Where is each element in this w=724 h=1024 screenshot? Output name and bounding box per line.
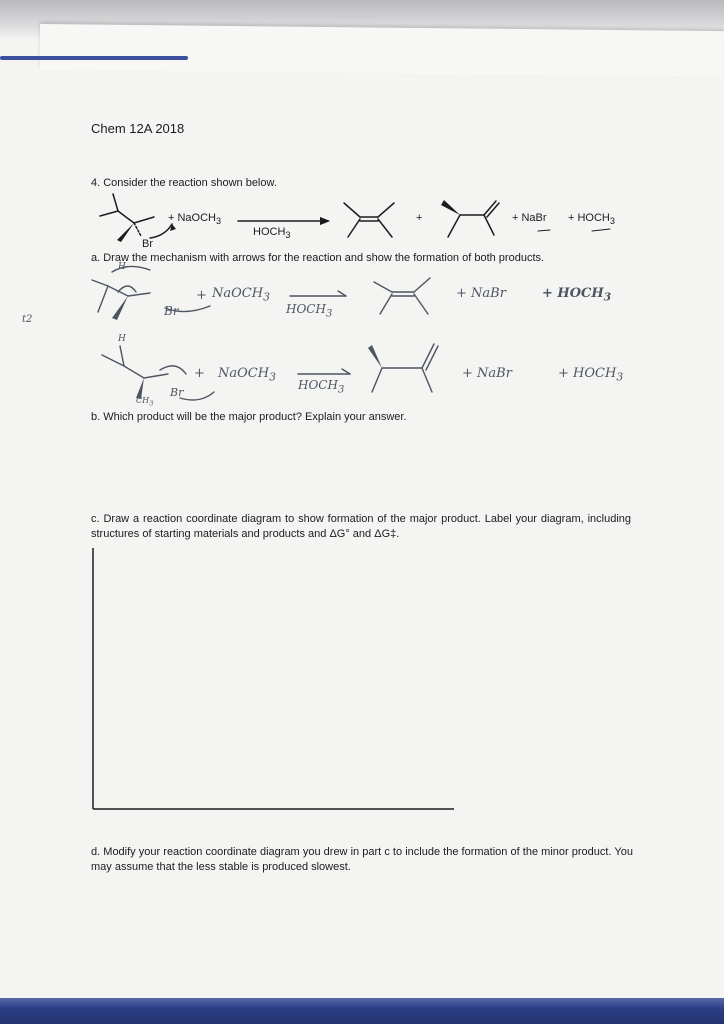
hw-bond xyxy=(380,294,392,314)
hw-bond xyxy=(128,293,150,296)
hw-bond xyxy=(102,355,124,366)
part-b-prompt: b. Which product will be the major product? Explain your answer. xyxy=(91,411,407,423)
hw-nabr-2: + NaBr xyxy=(462,366,512,381)
hw-bond xyxy=(414,278,430,292)
byproduct-nabr: + NaBr xyxy=(512,212,547,224)
leaving-group-br: Br xyxy=(142,238,153,250)
hw-wedge-bond xyxy=(112,296,128,320)
hw-curved-arrow xyxy=(180,392,214,400)
hw-naoch3-1: NaOCH$_3$ xyxy=(212,286,270,304)
hw-bond xyxy=(374,282,392,292)
hw-hoch3-product-2: + $HOCH_3$ xyxy=(558,366,624,384)
solvent-hoch3: $HOCH_3$ xyxy=(253,226,291,241)
part-c-prompt: c. Draw a reaction coordinate diagram to show formation of the major product. Label your diagram, including structures of starting materials and products and ΔG° and ΔG‡. xyxy=(91,513,631,540)
page-title: Chem 12A 2018 xyxy=(91,121,185,136)
hw-nabr-1: + NaBr xyxy=(456,286,506,301)
part-a-prompt: a. Draw the mechanism with arrows for the reaction and show the formation of both products. xyxy=(91,252,545,264)
hw-hoch3-product-1: + $HOCH_3$ xyxy=(542,286,612,304)
hw-bond xyxy=(124,366,144,378)
byproduct-hoch3: + $HOCH_3$ xyxy=(568,212,615,227)
hw-bond xyxy=(422,368,432,392)
hw-bond xyxy=(92,280,108,286)
hw-plus-1: + xyxy=(196,288,207,303)
hw-curved-arrow xyxy=(118,286,136,292)
scan-bottom-edge xyxy=(0,998,724,1024)
hw-br-1: Br xyxy=(164,304,179,318)
hw-ch3-label: $CH_3$ xyxy=(136,396,154,408)
hw-wedge-bond xyxy=(368,345,382,368)
hw-bond xyxy=(98,286,108,312)
hw-plus-2: + xyxy=(194,366,205,381)
reagent-naoch3: + NaOCH$_3$ xyxy=(168,212,222,227)
hw-hoch3-2: $HOCH_3$ xyxy=(298,378,345,396)
hw-arrowhead xyxy=(342,369,350,374)
hw-bond xyxy=(144,374,168,378)
hw-double-bond xyxy=(426,346,438,370)
hw-double-bond xyxy=(422,344,434,368)
hw-bond xyxy=(414,294,428,314)
hw-naoch3-2: NaOCH$_3$ xyxy=(218,366,276,384)
hw-hoch3-1: $HOCH_3$ xyxy=(286,302,333,320)
hw-bond xyxy=(372,368,382,392)
plus-between-products: + xyxy=(416,212,423,224)
hw-bond xyxy=(120,346,124,366)
hw-h-label-1: H xyxy=(118,262,126,272)
hw-arrowhead xyxy=(338,291,346,296)
hw-curved-arrow xyxy=(160,366,186,374)
part-d-prompt: d. Modify your reaction coordinate diagram you drew in part c to include the formation of the minor product. You may assume that the less stable is produced slowest. xyxy=(91,846,633,873)
hw-br-2: Br xyxy=(170,386,184,399)
question-4-prompt: 4. Consider the reaction shown below. xyxy=(91,177,277,189)
hw-margin-mark: t2 xyxy=(22,314,33,325)
hw-h-label-2: H xyxy=(118,334,126,344)
reaction-coordinate-axes xyxy=(92,548,454,810)
